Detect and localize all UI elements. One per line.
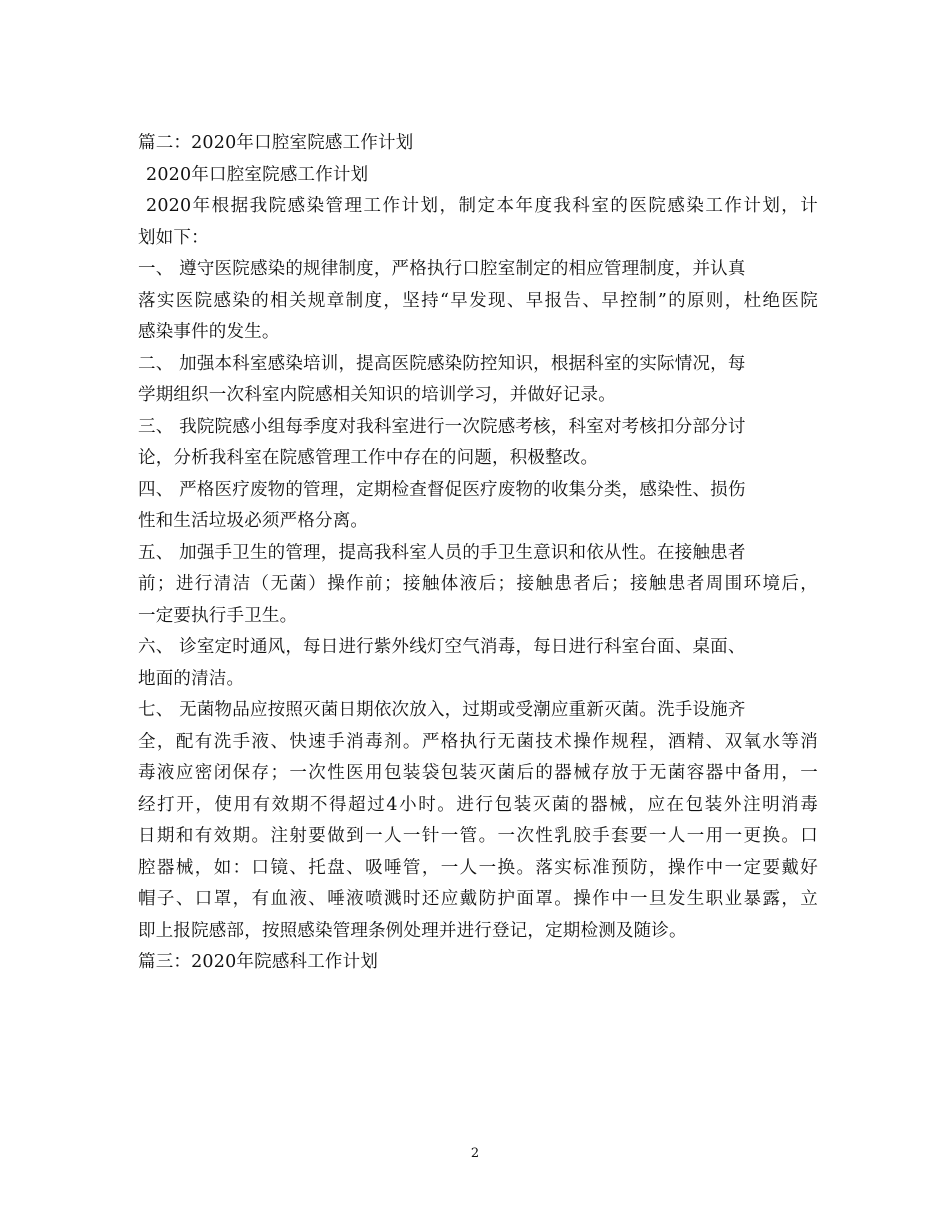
text-line: 六、 诊室定时通风，每日进行紫外线灯空气消毒，每日进行科室台面、桌面、 bbox=[138, 637, 746, 657]
text-line: 三、 我院院感小组每季度对我科室进行一次院感考核，科室对考核扣分部分讨 bbox=[138, 416, 746, 437]
text-line: 七、 无菌物品应按照灭菌日期依次放入，过期或受潮应重新灭菌。洗手设施齐 bbox=[138, 700, 746, 720]
text-line: 划如下： bbox=[138, 227, 209, 248]
text-line: 2020年根据我院感染管理工作计划，制定本年度我科室的医院感染工作计划，计 bbox=[146, 196, 818, 216]
text-line: 前；进行清洁（无菌）操作前；接触体液后；接触患者后；接触患者周围环境后， bbox=[138, 574, 818, 594]
text-line: 一、 遵守医院感染的规律制度，严格执行口腔室制定的相应管理制度，并认真 bbox=[138, 259, 746, 279]
text-line: 四、 严格医疗废物的管理，定期检查督促医疗废物的收集分类，感染性、损伤 bbox=[138, 479, 746, 500]
text-line: 一定要执行手卫生。 bbox=[138, 605, 298, 626]
text-line: 毒液应密闭保存；一次性医用包装袋包装灭菌后的器械存放于无菌容器中备用，一 bbox=[138, 763, 818, 783]
text-line: 落实医院感染的相关规章制度，坚持“早发现、早报告、早控制”的原则，杜绝医院 bbox=[138, 290, 818, 311]
text-line: 即上报院感部，按照感染管理条例处理并进行登记，定期检测及随诊。 bbox=[138, 920, 687, 941]
text-line: 学期组织一次科室内院感相关知识的培训学习，并做好记录。 bbox=[138, 385, 616, 405]
text-line: 经打开，使用有效期不得超过4小时。进行包装灭菌的器械，应在包装外注明消毒 bbox=[138, 794, 818, 815]
text-line: 五、 加强手卫生的管理，提高我科室人员的手卫生意识和依从性。在接触患者 bbox=[138, 542, 746, 563]
page-number: 2 bbox=[470, 1146, 480, 1161]
text-line: 腔器械，如：口镜、托盘、吸唾管，一人一换。落实标准预防，操作中一定要戴好 bbox=[138, 857, 818, 878]
text-line: 帽子、口罩，有血液、唾液喷溅时还应戴防护面罩。操作中一旦发生职业暴露，立 bbox=[138, 889, 818, 909]
text-line: 日期和有效期。注射要做到一人一针一管。一次性乳胶手套要一人一用一更换。口 bbox=[138, 826, 818, 846]
text-line: 性和生活垃圾必须严格分离。 bbox=[138, 511, 369, 531]
document-body bbox=[138, 128, 818, 979]
text-line: 论，分析我科室在院感管理工作中存在的问题，积极整改。 bbox=[138, 448, 599, 468]
text-line: 全，配有洗手液、快速手消毒剂。严格执行无菌技术操作规程，酒精、双氧水等消 bbox=[138, 731, 818, 752]
text-line: 地面的清洁。 bbox=[138, 668, 245, 689]
text-line: 篇二：2020年口腔室院感工作计划 bbox=[138, 133, 414, 153]
text-line: 篇三：2020年院感科工作计划 bbox=[138, 952, 379, 972]
text-line: 2020年口腔室院感工作计划 bbox=[146, 164, 369, 185]
text-line: 二、 加强本科室感染培训，提高医院感染防控知识，根据科室的实际情况，每 bbox=[138, 353, 746, 374]
text-line: 感染事件的发生。 bbox=[138, 322, 280, 342]
